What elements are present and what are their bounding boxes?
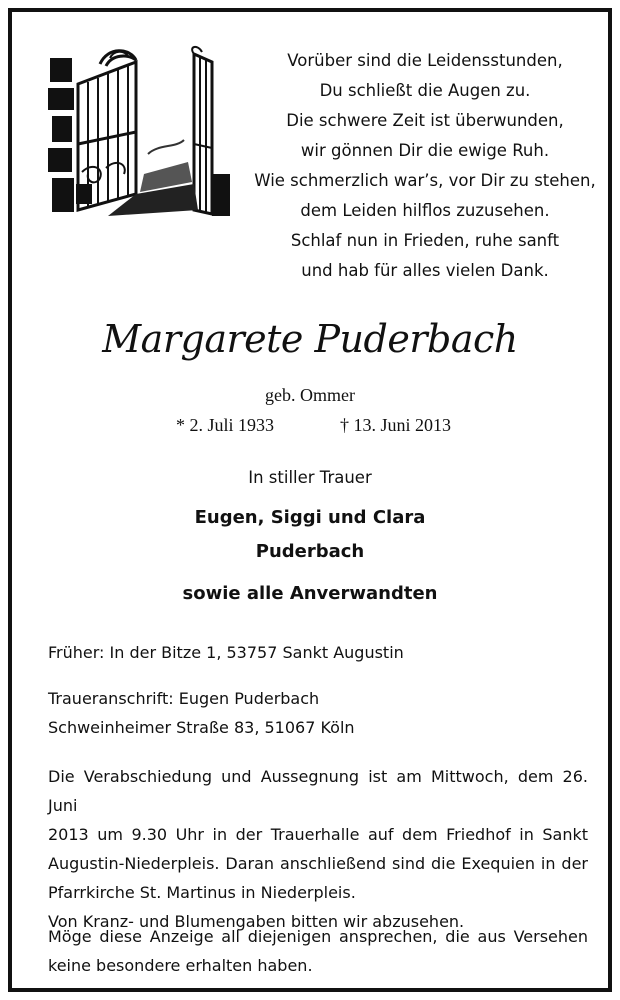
memorial-poem (240, 46, 610, 286)
ceremony-line: Pfarrkirche St. Martinus in Niederpleis. (48, 883, 356, 902)
family-names (12, 501, 608, 569)
obituary-frame (8, 8, 612, 992)
maiden-name: geb. Ommer (265, 385, 355, 405)
mourning-intro: In stiller Trauer (248, 468, 372, 487)
closing-line: keine besondere erhalten haben. (48, 956, 313, 975)
birth-date: * 2. Juli 1933 (176, 415, 275, 435)
death-date: † 13. Juni 2013 (340, 415, 452, 435)
ceremony-line: 2013 um 9.30 Uhr in der Trauerhalle auf dem Friedhof in Sankt (48, 825, 588, 844)
former-address (48, 638, 588, 667)
former-address-line: Früher: In der Bitze 1, 53757 Sankt Augustin (48, 643, 404, 662)
closing-note (48, 922, 588, 980)
mourning-address-line: Traueranschrift: Eugen Puderbach (48, 689, 320, 708)
ceremony-line: Die Verabschiedung und Aussegnung ist am Mittwoch, dem 26. Juni (48, 767, 588, 815)
poem-line: dem Leiden hilflos zuzusehen. (300, 201, 550, 220)
poem-line: Wie schmerzlich war’s, vor Dir zu stehen, (254, 171, 596, 190)
family-line: Eugen, Siggi und Clara (194, 507, 426, 528)
flowers-note: Von Kranz- und Blumengaben bitten wir abzusehen. (48, 912, 465, 931)
poem-line: Vorüber sind die Leidensstunden, (287, 51, 563, 70)
ceremony-details (48, 762, 588, 936)
relatives-line: sowie alle Anverwandten (182, 583, 438, 604)
ceremony-line: Augustin-Niederpleis. Daran anschließend sind die Exequien in der (48, 854, 588, 873)
family-line: Puderbach (255, 541, 365, 562)
poem-line: Schlaf nun in Frieden, ruhe sanft (290, 231, 560, 250)
poem-line: wir gönnen Dir die ewige Ruh. (300, 141, 550, 160)
closing-line: Möge diese Anzeige all diejenigen ansprechen, die aus Versehen (48, 927, 588, 946)
right-gate-door (192, 47, 212, 214)
mourning-address (48, 684, 588, 742)
mourning-address-line: Schweinheimer Straße 83, 51067 Köln (48, 718, 355, 737)
poem-line: Du schließt die Augen zu. (319, 81, 531, 100)
poem-line: und hab für alles vielen Dank. (301, 261, 549, 280)
deceased-name: Margarete Puderbach (102, 317, 518, 361)
poem-line: Die schwere Zeit ist überwunden, (286, 111, 564, 130)
open-gate-illustration (48, 44, 232, 220)
